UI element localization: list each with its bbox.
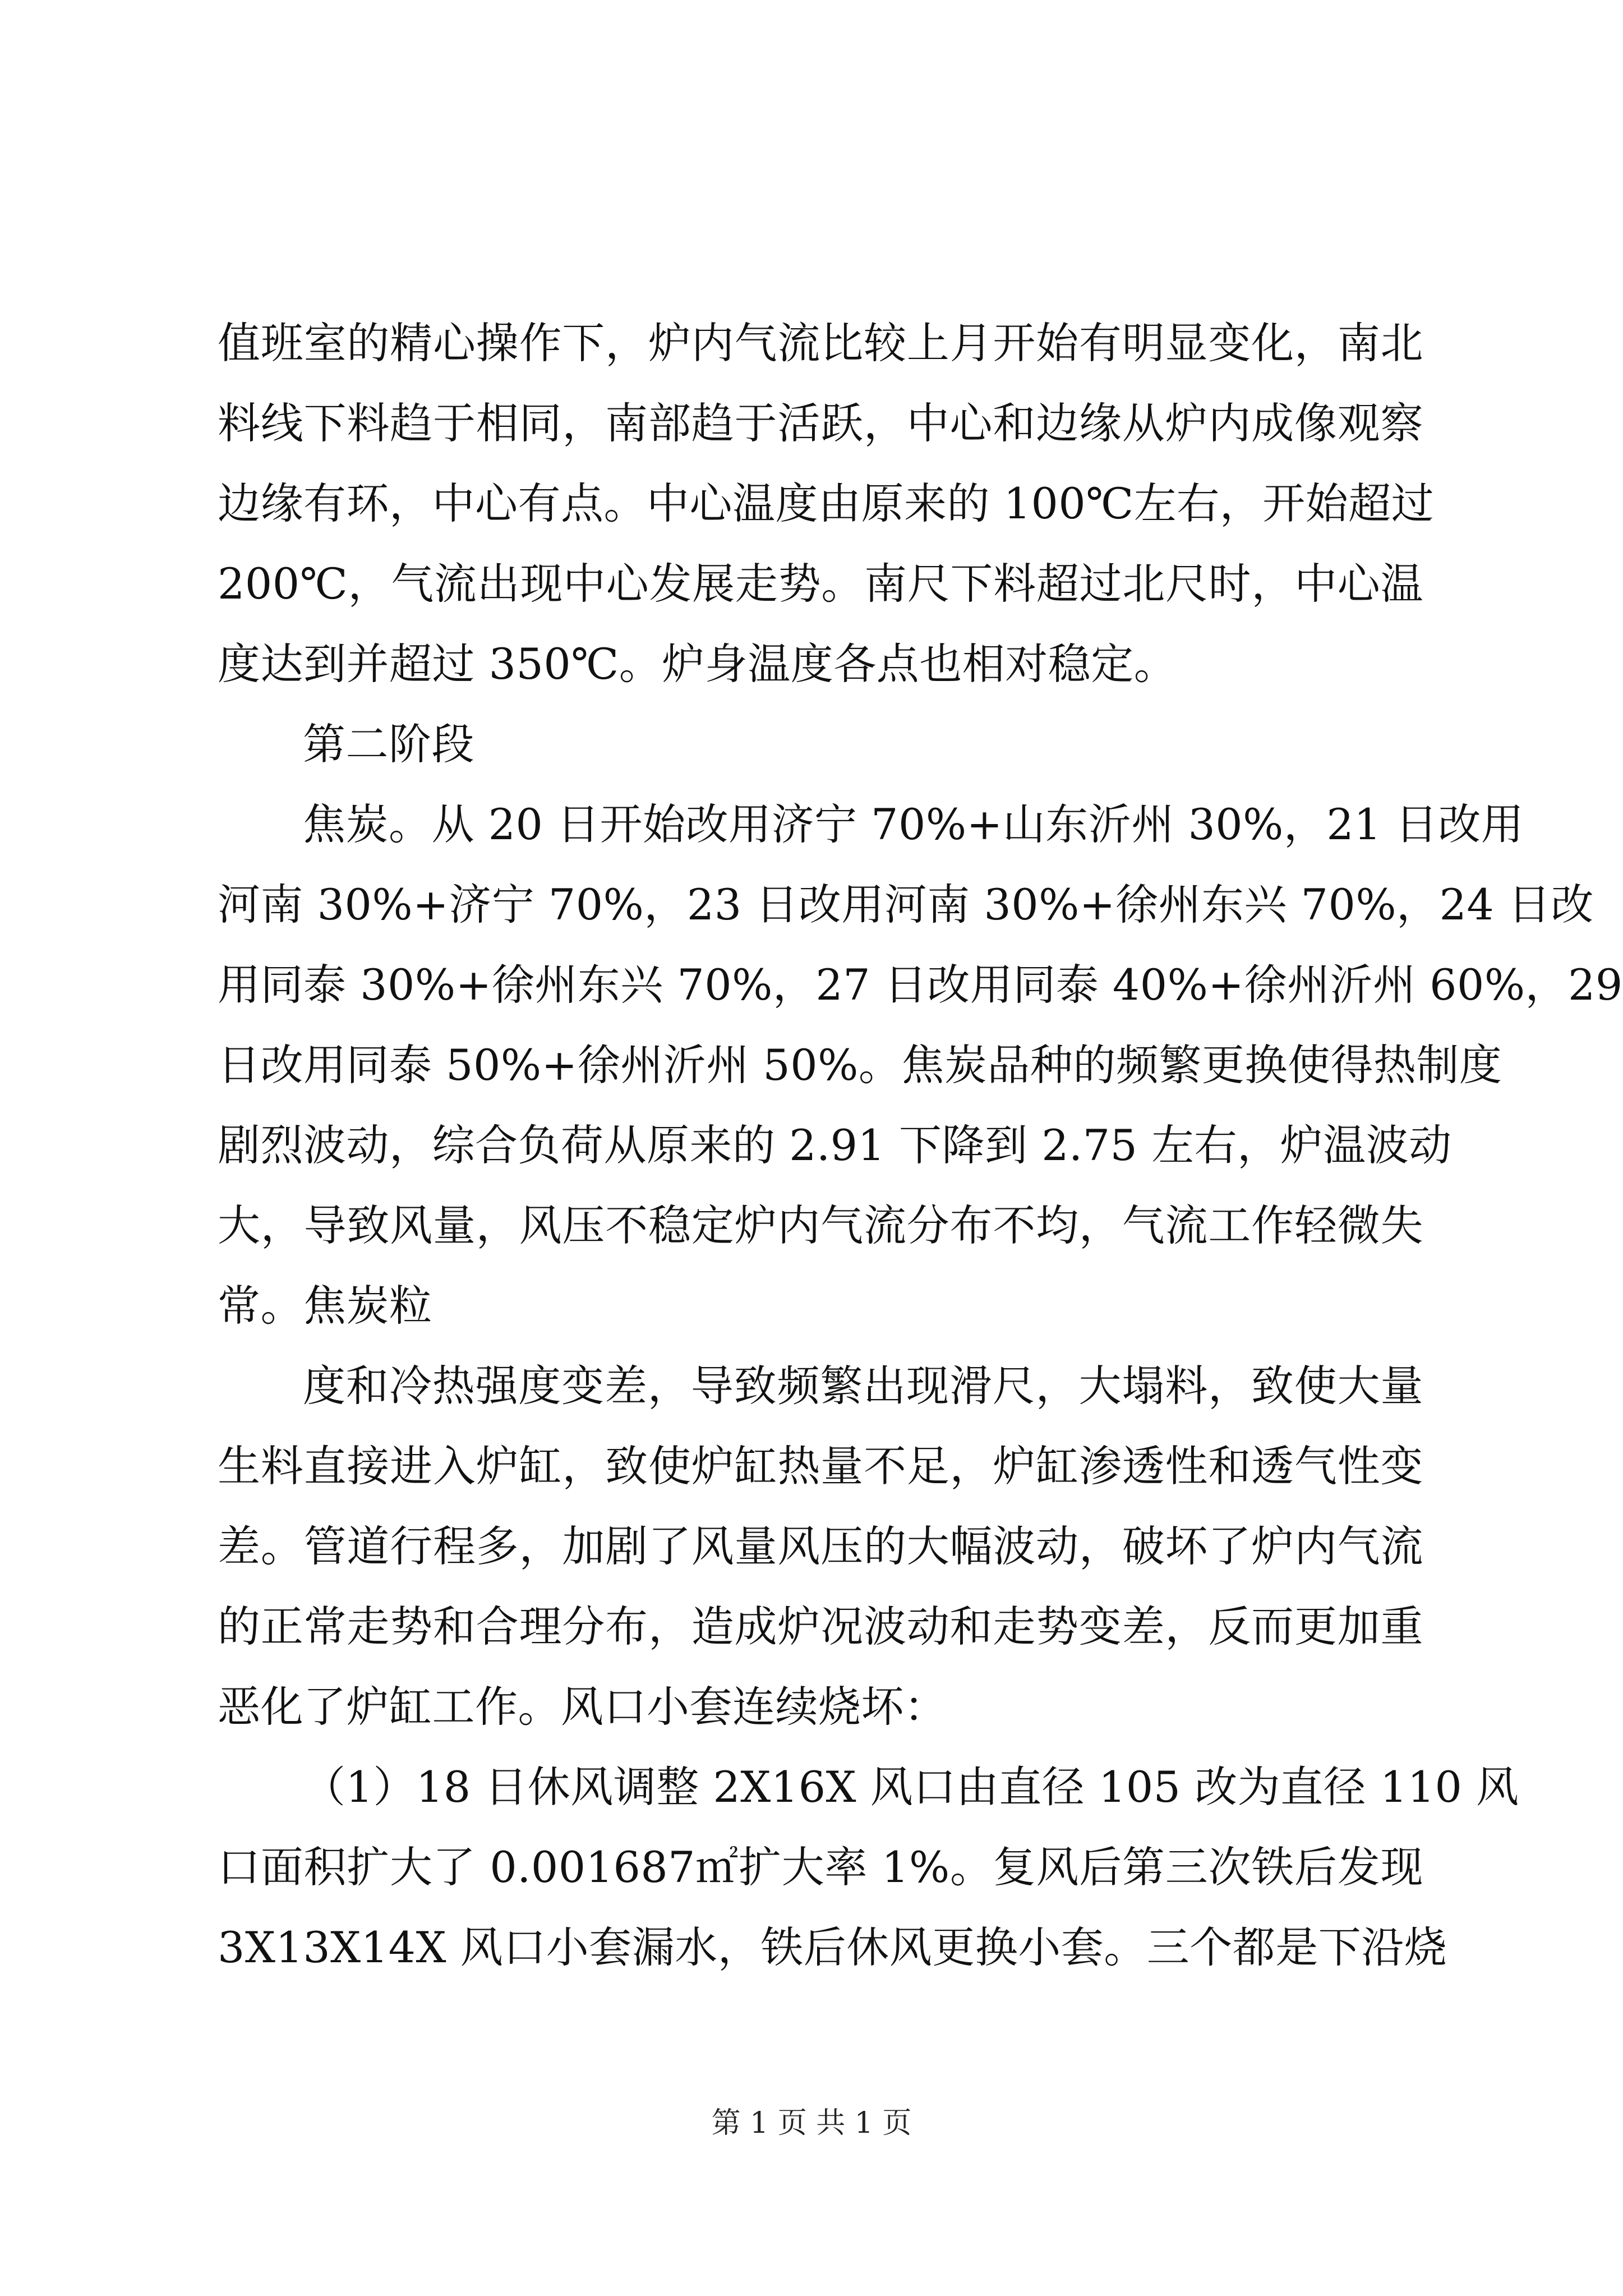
document-body [218,303,1623,1987]
text-line: 河南 30%+济宁 70%，23 日改用河南 30%+徐州东兴 70%，24 日改 [218,880,1594,930]
text-line: 日改用同泰 50%+徐州沂州 50%。焦炭品种的频繁更换使得热制度 [218,1040,1502,1090]
section-heading: 第二阶段 [303,719,474,769]
text-line: 度达到并超过 350℃。炉身温度各点也相对稳定。 [218,639,1177,689]
text-line: 3X13X14X 风口小套漏水，铁后休风更换小套。三个都是下沿烧 [218,1922,1447,1972]
page-footer [0,2106,1623,2140]
text-line: 度和冷热强度变差，导致频繁出现滑尺，大塌料，致使大量 [303,1361,1423,1411]
text-line: 常。焦炭粒 [218,1281,432,1331]
text-line: 焦炭。从 20 日开始改用济宁 70%+山东沂州 30%，21 日改用 [303,799,1524,849]
text-line: 用同泰 30%+徐州东兴 70%，27 日改用同泰 40%+徐州沂州 60%，29 [218,960,1623,1010]
page-number-label: 第 1 页 共 1 页 [711,2106,912,2140]
text-line: 的正常走势和合理分布，造成炉况波动和走势变差，反而更加重 [218,1602,1423,1651]
text-line: 差。管道行程多，加剧了风量风压的大幅波动，破坏了炉内气流 [218,1521,1423,1571]
text-line: 200℃，气流出现中心发展走势。南尺下料超过北尺时，中心温 [218,559,1423,609]
text-line: 大，导致风量，风压不稳定炉内气流分布不均，气流工作轻微失 [218,1200,1423,1250]
text-line: （1）18 日休风调整 2X16X 风口由直径 105 改为直径 110 风 [303,1762,1519,1812]
text-line: 值班室的精心操作下，炉内气流比较上月开始有明显变化，南北 [218,318,1423,368]
text-line: 剧烈波动，综合负荷从原来的 2.91 下降到 2.75 左右，炉温波动 [218,1120,1452,1170]
text-line: 生料直接进入炉缸，致使炉缸热量不足，炉缸渗透性和透气性变 [218,1441,1423,1491]
text-line: 边缘有环，中心有点。中心温度由原来的 100℃左右，开始超过 [218,478,1435,528]
text-line: 料线下料趋于相同，南部趋于活跃，中心和边缘从炉内成像观察 [218,398,1423,448]
text-line: 口面积扩大了 0.001687㎡扩大率 1%。复风后第三次铁后发现 [218,1842,1423,1892]
text-line: 恶化了炉缸工作。风口小套连续烧坏： [218,1682,947,1732]
